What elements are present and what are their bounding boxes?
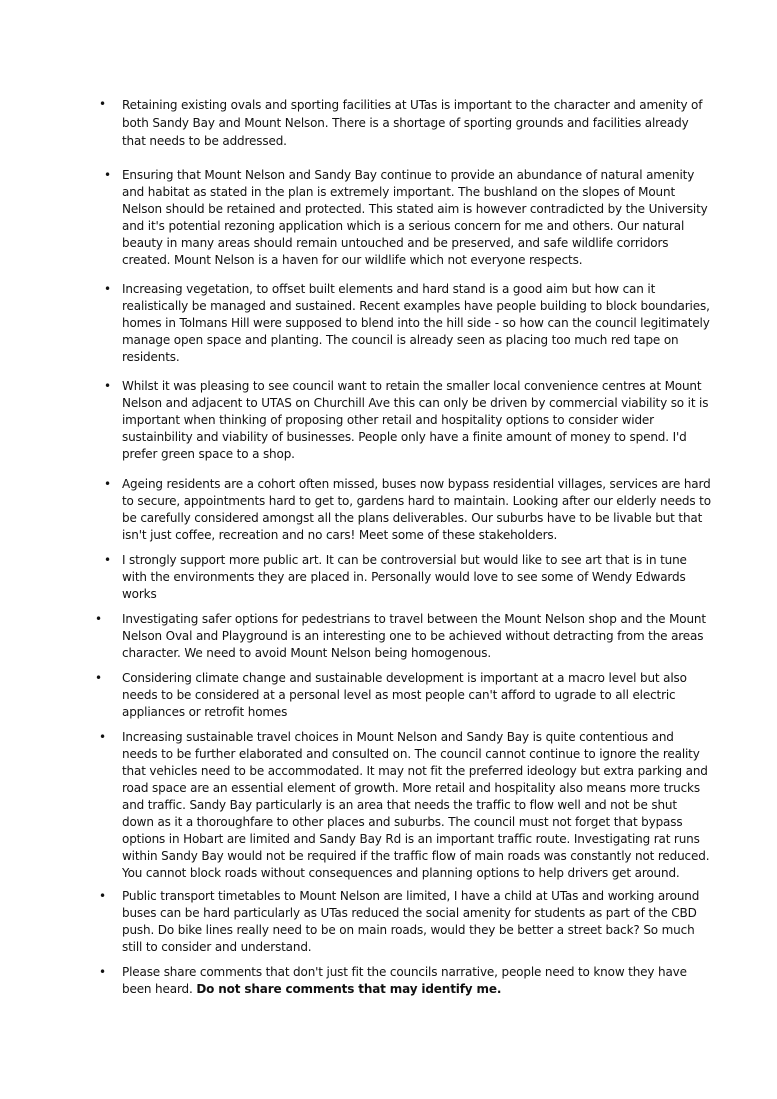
- bullet-marker: •: [95, 671, 103, 685]
- bullet-marker: •: [99, 965, 107, 979]
- bullet-marker: •: [104, 168, 112, 182]
- bullet-item-vegetation: [122, 281, 712, 366]
- bullet-item-sustainable-travel: [122, 729, 712, 882]
- bullet-marker: •: [95, 612, 103, 626]
- bullet-marker: •: [99, 97, 107, 111]
- bullet-marker: •: [104, 553, 112, 567]
- bullet-text: [122, 964, 712, 998]
- bullet-item-public-art: [122, 552, 712, 603]
- share-comments-text: Please share comments that don't just fit the councils narrative, people need to know they have been heard.: [122, 965, 687, 996]
- bullet-item-ageing-residents: [122, 476, 712, 544]
- bullet-text: Increasing vegetation, to offset built elements and hard stand is a good aim but how can it realistically be managed and sustained. Recent examples have people building to block boundaries, homes in Tolmans Hill were supposed to blend into the hill side - so how can the council legitimately manage open space and planting. The council is already seen as placing too much red tape on residents.: [122, 282, 710, 364]
- bullet-text: Investigating safer options for pedestrians to travel between the Mount Nelson shop and the Mount Nelson Oval and Playground is an interesting one to be achieved without detracting from the areas character. We need to avoid Mount Nelson being homogenous.: [122, 612, 706, 660]
- bullet-item-convenience-centres: [122, 378, 712, 463]
- bullet-text: Considering climate change and sustainable development is important at a macro level but also needs to be considered at a personal level as most people can't afford to ugrade to all electric appliances or retrofit homes: [122, 671, 687, 719]
- bullet-item-climate-change: [122, 670, 712, 721]
- bullet-text: Increasing sustainable travel choices in Mount Nelson and Sandy Bay is quite contentious and needs to be further elaborated and consulted on. The council cannot continue to ignore the reality that vehicles need to be accommodated. It may not fit the preferred ideology but extra parking and road space are an essential element of growth. More retail and hospitality also means more trucks and traffic. Sandy Bay particularly is an area that needs the traffic to flow well and not be shut down as it a thoroughfare to other places and suburbs. The council must not forget that bypass options in Hobart are limited and Sandy Bay Rd is an important traffic route. Investigating rat runs within Sandy Bay would not be required if the traffic flow of main roads was constantly not reduced. You cannot block roads without consequences and planning options to help drivers get around.: [122, 730, 710, 880]
- bullet-text: Public transport timetables to Mount Nelson are limited, I have a child at UTas and working around buses can be hard particularly as UTas reduced the social amenity for students as part of the CBD push. Do bike lines really need to be on main roads, would they be better a street back? So much still to consider and understand.: [122, 889, 700, 954]
- bullet-text: Retaining existing ovals and sporting facilities at UTas is important to the character and amenity of both Sandy Bay and Mount Nelson. There is a shortage of sporting grounds and facilities already that needs to be addressed.: [122, 98, 703, 148]
- bullet-item-sporting-facilities: [122, 96, 712, 150]
- privacy-request-text: Do not share comments that may identify me.: [196, 982, 502, 996]
- bullet-marker: •: [104, 379, 112, 393]
- bullet-marker: •: [99, 730, 107, 744]
- bullet-marker: •: [104, 282, 112, 296]
- bullet-text: Ensuring that Mount Nelson and Sandy Bay continue to provide an abundance of natural amenity and habitat as stated in the plan is extremely important. The bushland on the slopes of Mount Nelson should be retained and protected. This stated aim is however contradicted by the University and it's potential rezoning application which is a serious concern for me and others. Our natural beauty in many areas should remain untouched and be preserved, and safe wildlife corridors created. Mount Nelson is a haven for our wildlife which not everyone respects.: [122, 168, 708, 267]
- bullet-item-natural-amenity: [122, 167, 712, 269]
- bullet-text: I strongly support more public art. It can be controversial but would like to see art that is in tune with the environments they are placed in. Personally would love to see some of Wendy Edwards works: [122, 553, 687, 601]
- bullet-item-public-transport: [122, 888, 712, 956]
- bullet-marker: •: [104, 477, 112, 491]
- bullet-item-share-comments: [122, 964, 712, 998]
- bullet-text: Whilst it was pleasing to see council want to retain the smaller local convenience centres at Mount Nelson and adjacent to UTAS on Churchill Ave this can only be driven by commercial viability so it is important when thinking of proposing other retail and hospitality options to consider wider sustainbility and viability of businesses. People only have a finite amount of money to spend. I'd prefer green space to a shop.: [122, 379, 709, 461]
- bullet-item-pedestrian-safety: [122, 611, 712, 662]
- bullet-marker: •: [99, 889, 107, 903]
- bullet-text: Ageing residents are a cohort often missed, buses now bypass residential villages, services are hard to secure, appointments hard to get to, gardens hard to maintain. Looking after our elderly needs to be carefully considered amongst all the plans deliverables. Our suburbs have to be livable but that isn't just coffee, recreation and no cars! Meet some of these stakeholders.: [122, 477, 711, 542]
